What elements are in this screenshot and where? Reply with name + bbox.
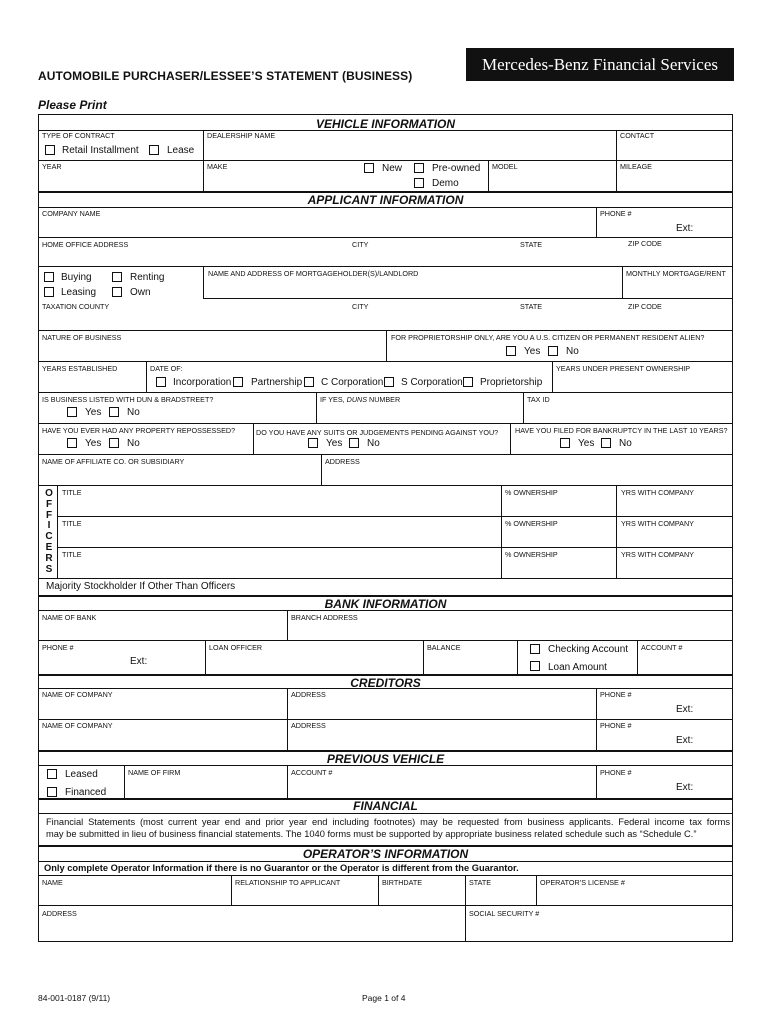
divider	[38, 688, 733, 689]
divider	[488, 160, 489, 191]
divider	[38, 361, 733, 362]
divider	[536, 875, 537, 905]
divider	[38, 610, 733, 611]
divider	[287, 610, 288, 640]
divider	[38, 875, 733, 876]
divider	[637, 640, 638, 675]
new-checkbox[interactable]	[364, 163, 374, 173]
affiliate-address-label: ADDRESS	[325, 457, 360, 466]
divider	[616, 485, 617, 578]
section-title-bank: BANK INFORMATION	[324, 597, 447, 611]
divider	[253, 423, 254, 454]
bankruptcy-no-label: No	[619, 438, 632, 449]
year-label: YEAR	[42, 162, 62, 171]
checking-account-label: Checking Account	[548, 644, 629, 655]
affiliate-label: NAME OF AFFILIATE CO. OR SUBSIDIARY	[42, 457, 185, 466]
financial-text-line2: may be submitted in lieu of business financial statements. The 1040 forms must be supported by appropriate business related schedule such as “Schedule C.”	[46, 829, 697, 839]
divider	[38, 392, 733, 393]
preowned-label: Pre-owned	[432, 163, 481, 174]
operator-note: Only complete Operator Information if there is no Guarantor or the Operator is different from the Guarantor.	[44, 863, 519, 873]
ext-label: Ext:	[676, 223, 694, 234]
divider	[203, 130, 204, 160]
state-label: STATE	[520, 240, 543, 249]
divider	[38, 765, 733, 766]
divider	[38, 485, 733, 486]
citizen-no-label: No	[566, 346, 579, 357]
officers-letter: F	[45, 509, 53, 521]
loan-amount-label: Loan Amount	[548, 662, 607, 673]
section-title-financial: FINANCIAL	[353, 799, 418, 813]
balance-label: BALANCE	[427, 643, 461, 652]
branch-address-label: BRANCH ADDRESS	[291, 613, 358, 622]
divider	[38, 719, 733, 720]
creditor-address-label: ADDRESS	[291, 690, 326, 699]
buying-label: Buying	[61, 272, 92, 283]
name-of-firm-label: NAME OF FIRM	[128, 768, 181, 777]
leased-label: Leased	[65, 769, 98, 780]
years-under-ownership-label: YEARS UNDER PRESENT OWNERSHIP	[556, 364, 691, 373]
contact-label: CONTACT	[620, 131, 655, 140]
state2-label: STATE	[520, 302, 543, 311]
creditor-phone-label: PHONE #	[600, 690, 632, 699]
majority-stockholder-label: Majority Stockholder If Other Than Officers	[46, 581, 236, 592]
retail-installment-checkbox[interactable]	[45, 145, 55, 155]
officers-letter: S	[45, 563, 53, 575]
dun-yes-checkbox[interactable]	[67, 407, 77, 417]
name-of-bank-label: NAME OF BANK	[42, 613, 97, 622]
bank-ext-label: Ext:	[130, 656, 148, 667]
suits-no-label: No	[367, 438, 380, 449]
suits-yes-label: Yes	[326, 438, 343, 449]
new-label: New	[382, 163, 403, 174]
divider	[38, 237, 733, 238]
bankruptcy-yes-label: Yes	[578, 438, 595, 449]
officer-yrs-label: YRS WITH COMPANY	[621, 550, 694, 559]
lease-label: Lease	[167, 145, 195, 156]
home-office-address-label: HOME OFFICE ADDRESS	[42, 240, 129, 249]
officer-title-label: TITLE	[62, 488, 82, 497]
divider	[287, 765, 288, 798]
brand-logo: Mercedes-Benz Financial Services	[466, 48, 734, 81]
relationship-label: RELATIONSHIP TO APPLICANT	[235, 878, 341, 887]
repo-yes-checkbox[interactable]	[67, 438, 77, 448]
citizen-yes-checkbox[interactable]	[506, 346, 516, 356]
section-title-applicant: APPLICANT INFORMATION	[307, 193, 464, 207]
proprietorship-question: FOR PROPRIETORSHIP ONLY, ARE YOU A U.S. CITIZEN OR PERMANENT RESIDENT ALIEN?	[391, 333, 705, 342]
dun-yes-label: Yes	[85, 407, 102, 418]
divider	[38, 813, 733, 814]
years-established-label: YEARS ESTABLISHED	[42, 364, 118, 373]
divider	[205, 640, 206, 675]
s-corp-label: S Corporation	[401, 377, 463, 388]
divider	[321, 454, 322, 485]
officer-yrs-label: YRS WITH COMPANY	[621, 488, 694, 497]
divider	[616, 160, 617, 191]
company-name-label: COMPANY NAME	[42, 209, 101, 218]
officer-ownership-label: % OWNERSHIP	[505, 550, 558, 559]
divider	[423, 640, 424, 675]
officer-ownership-label: % OWNERSHIP	[505, 488, 558, 497]
incorporation-checkbox[interactable]	[156, 377, 166, 387]
dealership-name-field[interactable]	[205, 141, 615, 159]
creditor-company-label: NAME OF COMPANY	[42, 721, 113, 730]
renting-checkbox[interactable]	[112, 272, 122, 282]
dun-no-checkbox[interactable]	[109, 407, 119, 417]
suits-no-checkbox[interactable]	[349, 438, 359, 448]
divider	[465, 875, 466, 942]
divider	[501, 485, 502, 578]
buying-checkbox[interactable]	[44, 272, 54, 282]
partnership-checkbox[interactable]	[233, 377, 243, 387]
make-label: MAKE	[207, 162, 228, 171]
divider	[38, 160, 733, 161]
divider	[38, 207, 733, 208]
retail-installment-label: Retail Installment	[62, 145, 139, 156]
officer-yrs-label: YRS WITH COMPANY	[621, 519, 694, 528]
divider	[38, 454, 733, 455]
divider	[203, 266, 204, 298]
creditor-ext-label: Ext:	[676, 735, 694, 746]
renting-label: Renting	[130, 272, 165, 283]
please-print-label: Please Print	[38, 98, 107, 112]
leasing-label: Leasing	[61, 287, 97, 298]
ssn-label: SOCIAL SECURITY #	[469, 909, 540, 918]
nature-of-business-label: NATURE OF BUSINESS	[42, 333, 122, 342]
suits-yes-checkbox[interactable]	[308, 438, 318, 448]
leased-checkbox[interactable]	[47, 769, 57, 779]
own-checkbox[interactable]	[112, 287, 122, 297]
preowned-checkbox[interactable]	[414, 163, 424, 173]
divider	[38, 423, 733, 424]
citizen-yes-label: Yes	[524, 346, 541, 357]
divider	[523, 392, 524, 423]
duns-number-label: IF YES, DUNS NUMBER	[320, 395, 401, 404]
demo-checkbox[interactable]	[414, 178, 424, 188]
page-number: Page 1 of 4	[362, 993, 406, 1003]
divider	[378, 875, 379, 905]
form-title: AUTOMOBILE PURCHASER/LESSEE’S STATEMENT (BUSINESS)	[38, 69, 413, 83]
prev-ext-label: Ext:	[676, 782, 694, 793]
citizen-no-checkbox[interactable]	[548, 346, 558, 356]
demo-label: Demo	[432, 178, 459, 189]
contact-field[interactable]	[618, 141, 730, 159]
divider	[231, 875, 232, 905]
section-title-creditors: CREDITORS	[350, 676, 421, 690]
mileage-label: MILEAGE	[620, 162, 652, 171]
prev-account-label: ACCOUNT #	[291, 768, 333, 777]
zip-label: ZIP CODE	[628, 239, 662, 248]
creditor-ext-label: Ext:	[676, 704, 694, 715]
dun-no-label: No	[127, 407, 140, 418]
operator-state-label: STATE	[469, 878, 492, 887]
type-of-contract-label: TYPE OF CONTRACT	[42, 131, 115, 140]
c-corp-label: C Corporation	[321, 377, 384, 388]
divider	[38, 640, 733, 641]
divider	[510, 423, 511, 454]
city2-label: CITY	[352, 302, 369, 311]
s-corp-checkbox[interactable]	[384, 377, 394, 387]
divider	[124, 765, 125, 798]
officers-letter: E	[45, 541, 53, 553]
financed-label: Financed	[65, 787, 107, 798]
creditor-company-label: NAME OF COMPANY	[42, 690, 113, 699]
officers-letter: I	[47, 520, 51, 532]
financial-text-line1: Financial Statements (most current year end and prior year end including footnotes) may be requested from business applicants. Federal income tax forms	[46, 817, 730, 827]
divider	[596, 765, 597, 798]
officer-title-label: TITLE	[62, 519, 82, 528]
divider	[316, 392, 317, 423]
officer-title-label: TITLE	[62, 550, 82, 559]
repo-no-checkbox[interactable]	[109, 438, 119, 448]
divider	[38, 905, 733, 906]
divider	[146, 361, 147, 392]
date-of-label: DATE OF:	[150, 364, 183, 373]
phone-label: PHONE #	[600, 209, 632, 218]
bankruptcy-label: HAVE YOU FILED FOR BANKRUPTCY IN THE LAST 10 YEARS?	[515, 426, 728, 435]
leasing-checkbox[interactable]	[44, 287, 54, 297]
section-title-previous-vehicle: PREVIOUS VEHICLE	[326, 752, 445, 766]
officers-letter: C	[45, 531, 53, 543]
suits-label: DO YOU HAVE ANY SUITS OR JUDGEMENTS PENDING AGAINST YOU?	[256, 428, 499, 437]
creditor-phone-label: PHONE #	[600, 721, 632, 730]
checking-account-checkbox[interactable]	[530, 644, 540, 654]
section-title-operator: OPERATOR’S INFORMATION	[302, 847, 469, 861]
section-title-vehicle: VEHICLE INFORMATION	[315, 117, 456, 131]
tax-id-label: TAX ID	[527, 395, 550, 404]
bankruptcy-no-checkbox[interactable]	[601, 438, 611, 448]
prev-phone-label: PHONE #	[600, 768, 632, 777]
divider	[622, 266, 623, 298]
bankruptcy-yes-checkbox[interactable]	[560, 438, 570, 448]
officers-vertical-label	[44, 489, 54, 575]
repo-no-label: No	[127, 438, 140, 449]
divider	[57, 485, 58, 578]
birthdate-label: BIRTHDATE	[382, 878, 423, 887]
operator-name-label: NAME	[42, 878, 63, 887]
monthly-mortgage-label: MONTHLY MORTGAGE/RENT	[626, 269, 726, 278]
divider	[38, 861, 733, 862]
divider	[552, 361, 553, 392]
loan-amount-checkbox[interactable]	[530, 661, 540, 671]
model-label: MODEL	[492, 162, 518, 171]
officer-ownership-label: % OWNERSHIP	[505, 519, 558, 528]
creditor-address-label: ADDRESS	[291, 721, 326, 730]
city-label: CITY	[352, 240, 369, 249]
taxation-county-label: TAXATION COUNTY	[42, 302, 110, 311]
dun-listed-label: IS BUSINESS LISTED WITH DUN & BRADSTREET?	[42, 395, 214, 404]
bank-account-label: ACCOUNT #	[641, 643, 683, 652]
divider	[386, 330, 387, 361]
c-corp-checkbox[interactable]	[304, 377, 314, 387]
divider	[203, 160, 204, 191]
mortgage-holder-label: NAME AND ADDRESS OF MORTGAGEHOLDER(S)/LANDLORD	[208, 269, 419, 278]
divider	[57, 547, 733, 548]
dealership-name-label: DEALERSHIP NAME	[207, 131, 276, 140]
zip2-label: ZIP CODE	[628, 302, 662, 311]
proprietorship-checkbox[interactable]	[463, 377, 473, 387]
operator-address-label: ADDRESS	[42, 909, 77, 918]
partnership-label: Partnership	[251, 377, 303, 388]
divider	[203, 298, 733, 299]
financed-checkbox[interactable]	[47, 787, 57, 797]
divider	[616, 130, 617, 160]
officers-letter: F	[45, 498, 53, 510]
divider	[38, 266, 733, 267]
proprietorship-label: Proprietorship	[480, 377, 543, 388]
loan-officer-label: LOAN OFFICER	[209, 643, 263, 652]
divider	[517, 640, 518, 675]
license-label: OPERATOR’S LICENSE #	[540, 878, 625, 887]
own-label: Own	[130, 287, 151, 298]
bank-phone-label: PHONE #	[42, 643, 74, 652]
form-number: 84-001-0187 (9/11)	[38, 993, 111, 1003]
lease-checkbox[interactable]	[149, 145, 159, 155]
repo-yes-label: Yes	[85, 438, 102, 449]
divider	[38, 578, 733, 579]
divider	[57, 516, 733, 517]
repossessed-label: HAVE YOU EVER HAD ANY PROPERTY REPOSSESSED?	[42, 426, 236, 435]
incorporation-label: Incorporation	[173, 377, 232, 388]
officers-letter: R	[45, 552, 53, 564]
divider	[596, 207, 597, 237]
officers-letter: O	[45, 488, 53, 499]
